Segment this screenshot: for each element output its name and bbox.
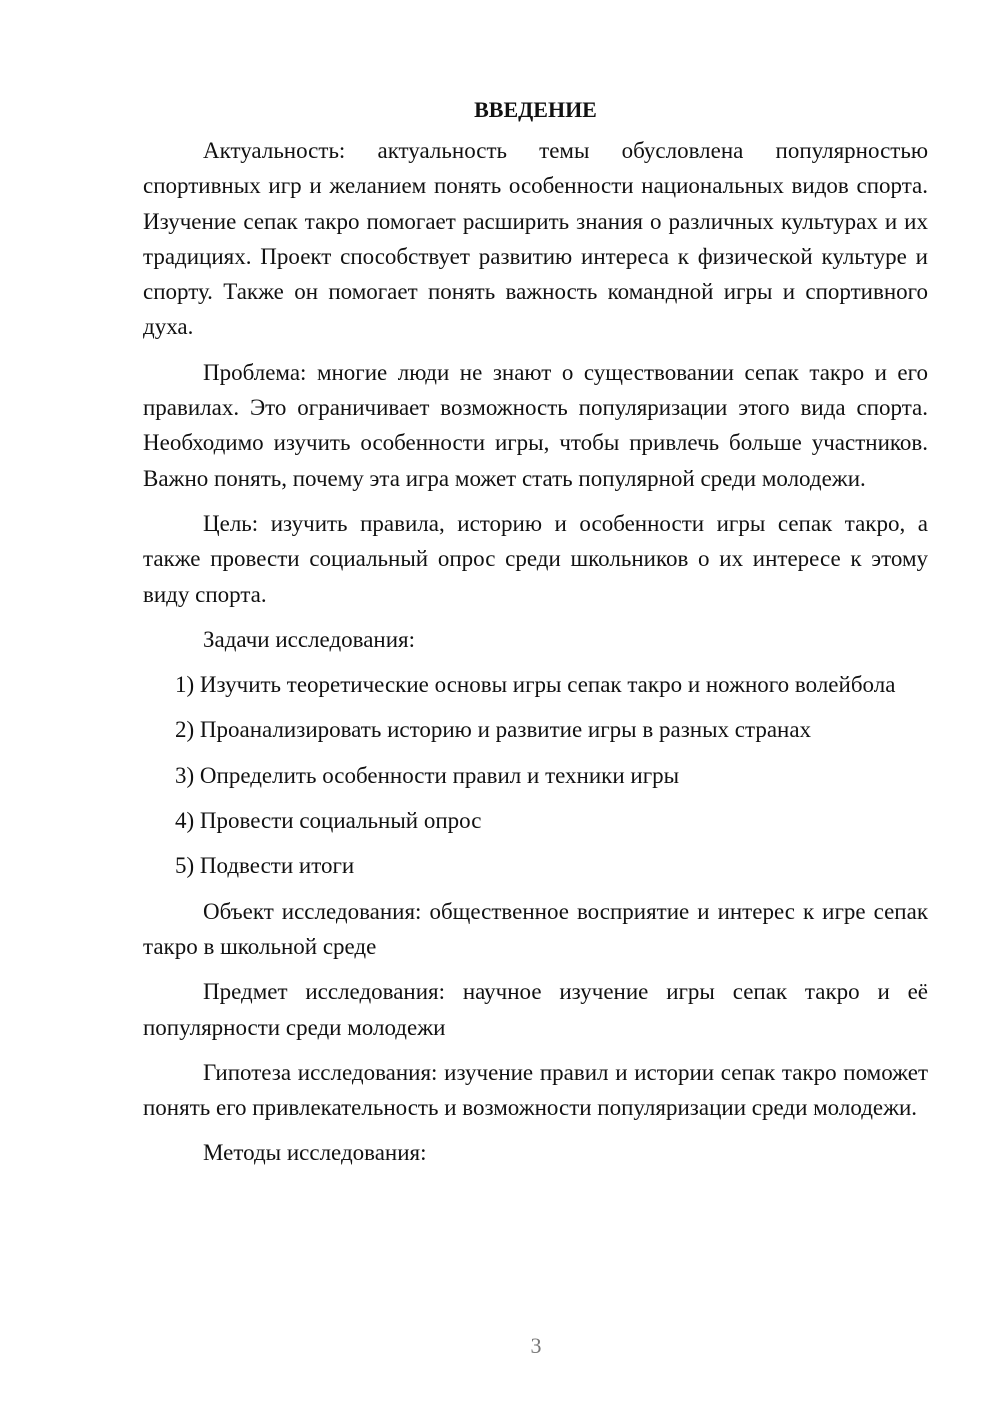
page-title: ВВЕДЕНИЕ — [474, 97, 597, 122]
task-item: 4) Провести социальный опрос — [175, 808, 482, 834]
document-body — [143, 92, 928, 1181]
object-paragraph: Объект исследования: общественное восприятие и интерес к игре сепак такро в школьной среде — [143, 898, 928, 959]
relevance-paragraph: Актуальность: актуальность темы обусловлена популярностью спортивных игр и желанием понять особенности национальных видов спорта. Изучение сепак такро помогает расширить знания о различных культурах и их традициях. Проект способствует развитию интереса к физической культуре и спорту. Также он помогает понять важность командной игры и спортивного духа. — [143, 138, 928, 340]
task-item: 3) Определить особенности правил и техники игры — [175, 762, 680, 788]
goal-paragraph: Цель: изучить правила, историю и особенности игры сепак такро, а также провести социальный опрос среди школьников о их интересе к этому виду спорта. — [143, 510, 928, 607]
task-item: 2) Проанализировать историю и развитие игры в разных странах — [175, 717, 812, 743]
hypothesis-paragraph: Гипотеза исследования: изучение правил и истории сепак такро поможет понять его привлекательность и возможности популяризации среди молодежи. — [143, 1059, 928, 1121]
subject-paragraph: Предмет исследования: научное изучение игры сепак такро и её популярности среди молодежи — [143, 979, 928, 1040]
task-item: 5) Подвести итоги — [175, 853, 355, 879]
problem-paragraph: Проблема: многие люди не знают о существовании сепак такро и его правилах. Это ограничивает возможность популяризации этого вида спорта. Необходимо изучить особенности игры, чтобы привлечь больше участников. Важно понять, почему эта игра может стать популярной среди молодежи. — [143, 359, 928, 491]
tasks-heading: Задачи исследования: — [203, 626, 416, 652]
methods-heading: Методы исследования: — [203, 1140, 427, 1166]
page-number: 3 — [530, 1333, 542, 1358]
task-item: 1) Изучить теоретические основы игры сепак такро и ножного волейбола — [175, 672, 896, 698]
